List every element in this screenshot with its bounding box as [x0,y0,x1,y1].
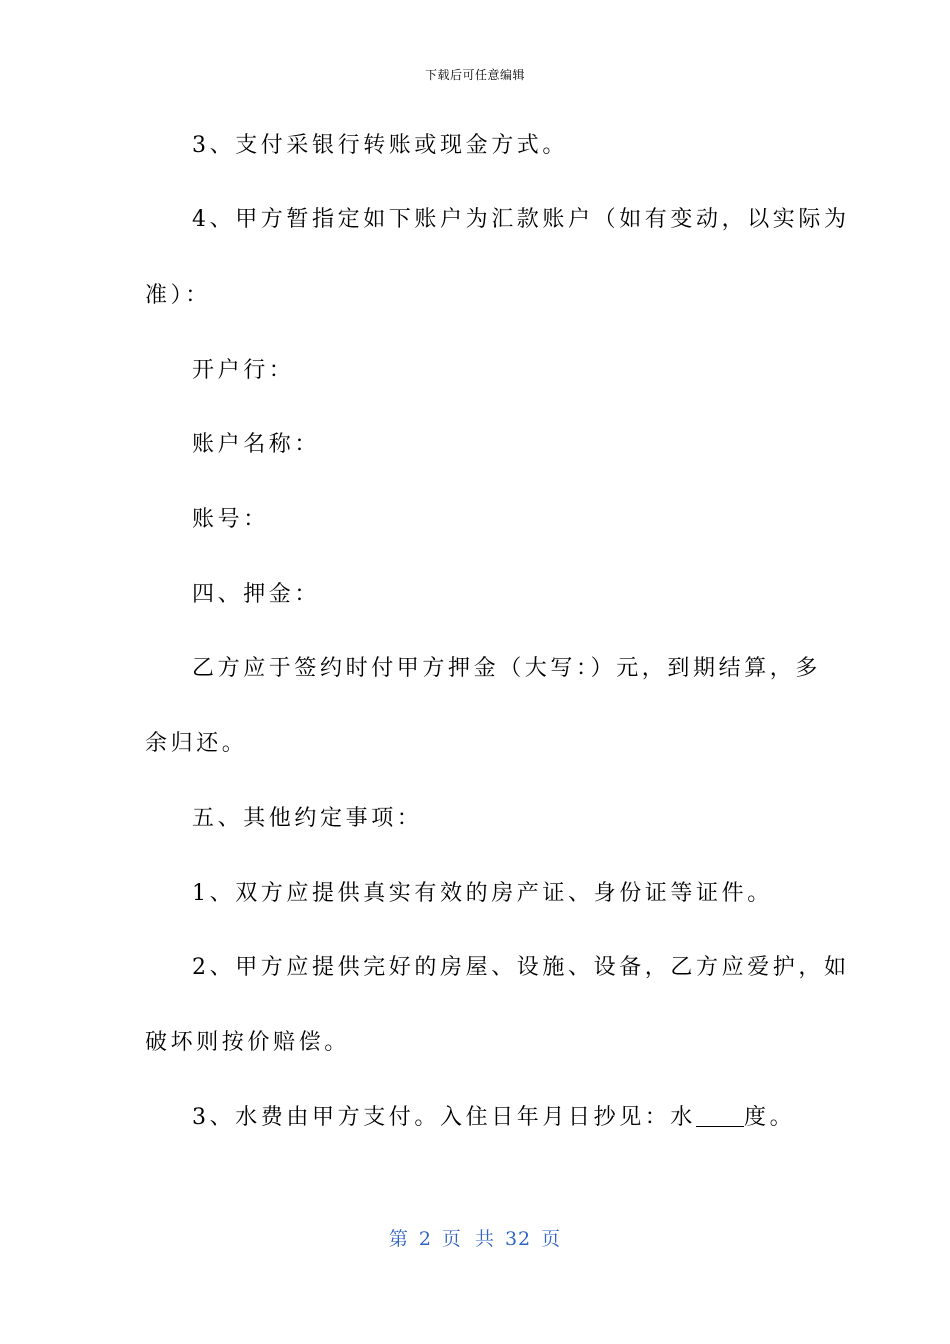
section-heading: 五、其他约定事项： [192,806,423,831]
paragraph-line: 1、双方应提供真实有效的房产证、身份证等证件。 [192,881,773,906]
section-heading: 四、押金： [192,582,321,607]
paragraph-line: 破坏则按价赔偿。 [145,1030,350,1055]
paragraph-line: 3、支付采银行转账或现金方式。 [192,133,568,158]
paragraph-line: 账号： [192,507,269,532]
page-footer [0,1226,950,1252]
paragraph-line: 乙方应于签约时付甲方押金（大写：）元，到期结算，多 [192,656,822,681]
paragraph-text-end: 度。 [744,1105,796,1130]
paragraph-line: 开户行： [192,358,295,383]
paragraph-text: 3、水费由甲方支付。入住日年月日抄见：水 [192,1105,696,1130]
footer-middle: 页 共 [441,1228,495,1250]
footer-prefix: 第 [388,1228,409,1250]
paragraph-line: 准）： [145,283,211,308]
fill-in-blank [696,1104,744,1127]
paragraph-line: 2、甲方应提供完好的房屋、设施、设备，乙方应爱护，如 [192,955,850,980]
footer-suffix: 页 [541,1228,562,1250]
page-header: 下载后可任意编辑 [424,68,525,82]
paragraph-line [192,1103,795,1133]
paragraph-line: 4、甲方暂指定如下账户为汇款账户（如有变动，以实际为 [192,207,850,232]
footer-total-pages: 32 [504,1228,532,1250]
paragraph-line: 账户名称： [192,432,321,457]
paragraph-line: 余归还。 [145,731,248,756]
footer-page-number: 2 [418,1228,432,1250]
